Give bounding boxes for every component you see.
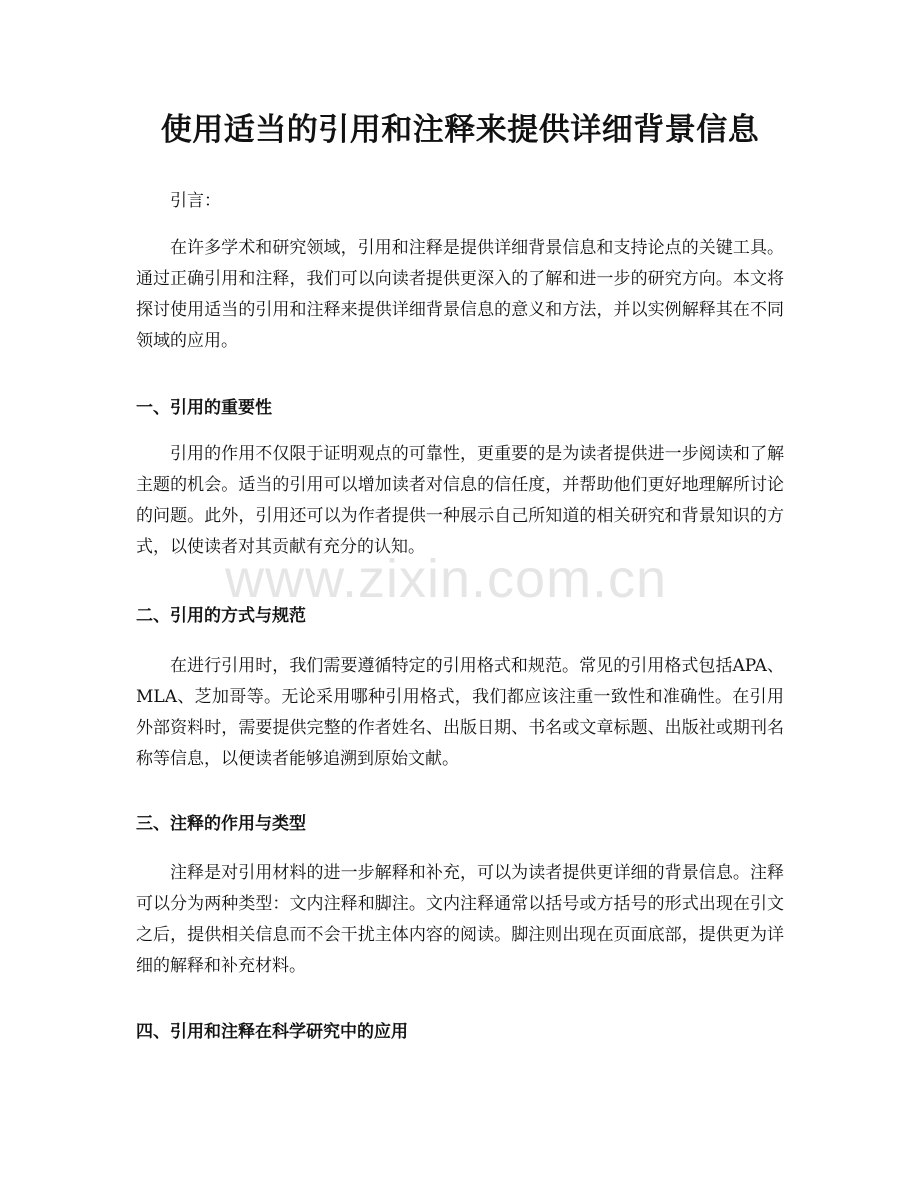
intro-paragraph: 在许多学术和研究领域，引用和注释是提供详细背景信息和支持论点的关键工具。通过正确引用和注释，我们可以向读者提供更深入的了解和进一步的研究方向。本文将探讨使用适当的引用和注释来提供详细背景信息的意义和方法，并以实例解释其在不同领域的应用。 [136,238,784,351]
section-heading-3: 三、注释的作用与类型 [136,814,306,834]
section-body-1: 引用的作用不仅限于证明观点的可靠性，更重要的是为读者提供进一步阅读和了解主题的机会。适当的引用可以增加读者对信息的信任度，并帮助他们更好地理解所讨论的问题。此外，引用还可以为作者提供一种展示自己所知道的相关研究和背景知识的方式，以使读者对其贡献有充分的认知。 [136,444,784,557]
section-heading-1: 一、引用的重要性 [136,398,272,418]
section-heading-2: 二、引用的方式与规范 [136,606,306,626]
watermark-text: www.zixin.com.cn [225,549,668,609]
section-body-3: 注释是对引用材料的进一步解释和补充，可以为读者提供更详细的背景信息。注释可以分为两种类型：文内注释和脚注。文内注释通常以括号或方括号的形式出现在引文之后，提供相关信息而不会干扰主体内容的阅读。脚注则出现在页面底部，提供更为详细的解释和补充材料。 [136,863,784,976]
section-body-2: 在进行引用时，我们需要遵循特定的引用格式和规范。常见的引用格式包括APA、MLA、芝加哥等。无论采用哪种引用格式，我们都应该注重一致性和准确性。在引用外部资料时，需要提供完整的作者姓名、出版日期、书名或文章标题、出版社或期刊名称等信息，以便读者能够追溯到原始文献。 [136,656,784,769]
intro-label: 引言： [170,191,221,211]
section-heading-4: 四、引用和注释在科学研究中的应用 [136,1022,408,1042]
document-title: 使用适当的引用和注释来提供详细背景信息 [160,112,760,148]
